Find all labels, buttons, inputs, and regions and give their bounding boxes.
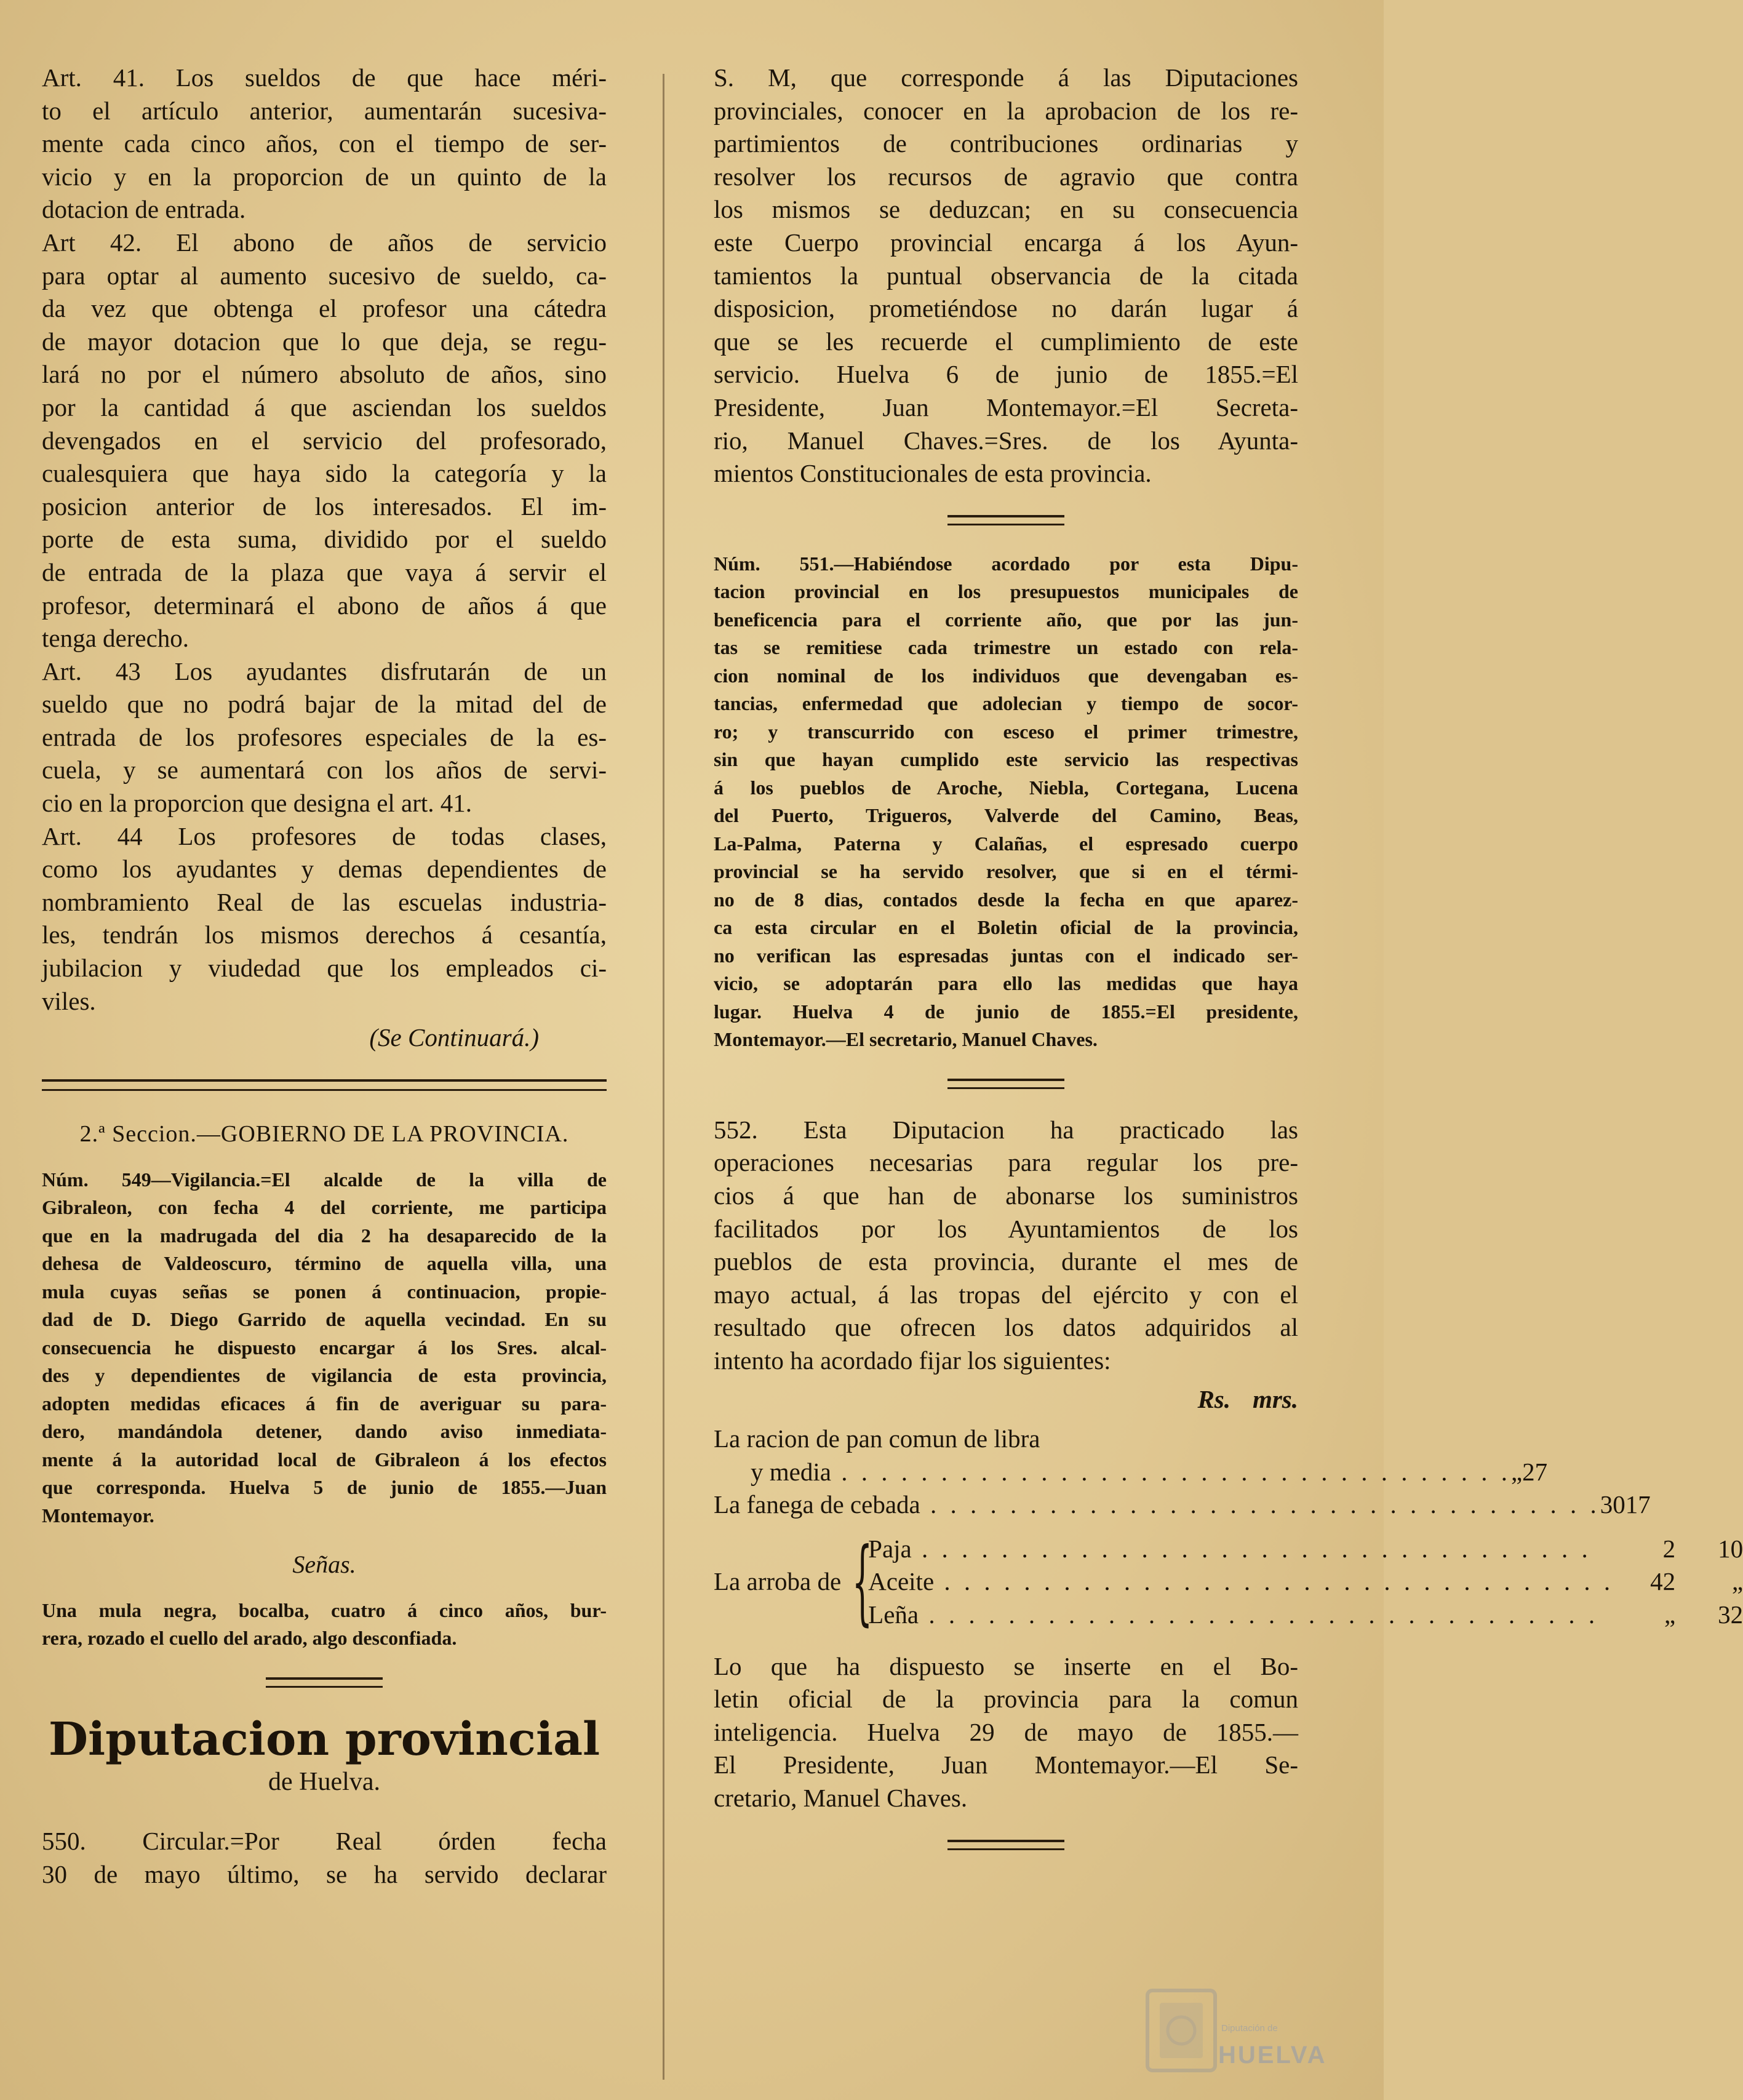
text-line: á los pueblos de Aroche, Niebla, Cortegana, Lucena bbox=[714, 776, 1298, 799]
text-line: cualesquiera que haya sido la categoría y la bbox=[42, 459, 607, 488]
text-line: sueldo que no podrá bajar de la mitad del de bbox=[42, 690, 607, 719]
text-line: mente á la autoridad local de Gibraleon á los efectos bbox=[42, 1448, 607, 1471]
text-line: La-Palma, Paterna y Calañas, el espresado cuerpo bbox=[714, 832, 1298, 855]
price-maravedis: 32 bbox=[1718, 1600, 1743, 1629]
text-line: Gibraleon, con fecha 4 del corriente, me participa bbox=[42, 1196, 607, 1219]
column-divider bbox=[663, 74, 664, 2080]
text-line: Presidente, Juan Montemayor.=El Secreta- bbox=[714, 393, 1298, 421]
text-line: del Puerto, Trigueros, Valverde del Camino, Beas, bbox=[714, 804, 1298, 827]
watermark-text: HUELVA bbox=[1218, 2042, 1327, 2069]
price-label: La racion de pan comun de libra bbox=[714, 1424, 1040, 1453]
text-line: S. M, que corresponde á las Diputaciones bbox=[714, 63, 1298, 92]
text-line: partimientos de contribuciones ordinarias y bbox=[714, 129, 1298, 158]
text-line: lugar. Huelva 4 de junio de 1855.=El presidente, bbox=[714, 1000, 1298, 1023]
price-row-paja bbox=[868, 1533, 1743, 1566]
text-line: to el artículo anterior, aumentarán sucesiva- bbox=[42, 96, 607, 125]
senas-heading: Señas. bbox=[292, 1551, 356, 1579]
text-line: entrada de los profesores especiales de la es- bbox=[42, 722, 607, 751]
price-reales: 2 bbox=[1662, 1534, 1676, 1563]
text-line: los mismos se deduzcan; en su consecuencia bbox=[714, 195, 1298, 224]
price-label: Leña . . . bbox=[868, 1599, 1614, 1632]
column-header-reales: Rs. bbox=[1197, 1385, 1230, 1414]
notice-552 bbox=[714, 1114, 1298, 1378]
price-group-label: La arroba de bbox=[714, 1567, 842, 1596]
text-line: da vez que obtenga el profesor una cátedra bbox=[42, 294, 607, 323]
text-line: Lo que ha dispuesto se inserte en el Bo- bbox=[714, 1651, 1298, 1680]
left-column bbox=[42, 62, 607, 1891]
notice-549 bbox=[42, 1166, 607, 1530]
text-line: jubilacion y viudedad que los empleados ci- bbox=[42, 954, 607, 983]
price-label: La fanega de cebada . . . bbox=[714, 1488, 1600, 1522]
price-group-rows bbox=[868, 1533, 1743, 1632]
text-line: des y dependientes de vigilancia de esta provincia, bbox=[42, 1364, 607, 1387]
text-line: adopten medidas eficaces á fin de averiguar su para- bbox=[42, 1392, 607, 1415]
text-line: pueblos de esta provincia, durante el mes de bbox=[714, 1247, 1298, 1276]
text-line: tamientos la puntual observancia de la citada bbox=[714, 261, 1298, 290]
text-line: Núm. 549—Vigilancia.=El alcalde de la villa de bbox=[42, 1168, 607, 1191]
text-line: para optar al aumento sucesivo de sueldo, ca- bbox=[42, 261, 607, 290]
price-row-lena bbox=[868, 1599, 1743, 1632]
text-line: tenga derecho. bbox=[42, 624, 189, 653]
price-table bbox=[714, 1383, 1743, 1636]
price-maravedis: 27 bbox=[1522, 1457, 1548, 1486]
text-line: mayo actual, á las tropas del ejército y con el bbox=[714, 1280, 1298, 1309]
text-line: mula cuyas señas se ponen á continuacion, propie- bbox=[42, 1280, 607, 1303]
text-line: disposicion, prometiéndose no darán lugar á bbox=[714, 294, 1298, 323]
text-line: 30 de mayo último, se ha servido declarar bbox=[42, 1859, 607, 1888]
text-line: letin oficial de la provincia para la comun bbox=[714, 1685, 1298, 1714]
text-line: operaciones necesarias para regular los pre- bbox=[714, 1148, 1298, 1177]
text-line: cretario, Manuel Chaves. bbox=[714, 1784, 968, 1812]
price-reales: 30 bbox=[1600, 1490, 1625, 1519]
article-43 bbox=[42, 655, 607, 820]
section-rule bbox=[266, 1677, 383, 1688]
text-line: beneficencia para el corriente año, que por las jun- bbox=[714, 608, 1298, 631]
article-44 bbox=[42, 820, 607, 1018]
text-line: servicio. Huelva 6 de junio de 1855.=El bbox=[714, 360, 1298, 389]
text-line: inteligencia. Huelva 29 de mayo de 1855.— bbox=[714, 1717, 1298, 1746]
price-group-arroba bbox=[714, 1528, 1743, 1636]
text-line: Núm. 551.—Habiéndose acordado por esta Dipu- bbox=[714, 552, 1298, 575]
text-line: porte de esta suma, dividido por el sueldo bbox=[42, 525, 607, 554]
section-rule bbox=[42, 1079, 607, 1091]
text-line: El Presidente, Juan Montemayor.—El Se- bbox=[714, 1751, 1298, 1779]
price-reales: „ bbox=[1664, 1600, 1676, 1629]
text-line: resolver los recursos de agravio que contra bbox=[714, 162, 1298, 191]
text-line: Una mula negra, bocalba, cuatro á cinco años, bur- bbox=[42, 1599, 607, 1621]
text-line: este Cuerpo provincial encarga á los Ayun- bbox=[714, 228, 1298, 257]
text-line: de entrada de la plaza que vaya á servir el bbox=[42, 557, 607, 586]
text-line: tacion provincial en los presupuestos municipales de bbox=[714, 580, 1298, 603]
text-line: provincial se ha servido resolver, que si en el térmi- bbox=[714, 860, 1298, 883]
price-row-racion-label bbox=[714, 1423, 1298, 1456]
diputacion-title: Diputacion provincial bbox=[48, 1712, 600, 1766]
senas-description bbox=[42, 1597, 607, 1653]
text-line: lará no por el número absoluto de años, sino bbox=[42, 360, 607, 389]
text-line: rio, Manuel Chaves.=Sres. de los Ayunta- bbox=[714, 426, 1298, 455]
price-label: y media . . . bbox=[714, 1456, 1511, 1489]
price-row-racion bbox=[714, 1456, 1548, 1489]
text-line: cuela, y se aumentará con los años de servi- bbox=[42, 756, 607, 785]
price-reales: „ bbox=[1510, 1457, 1523, 1486]
text-line: mientos Constitucionales de esta provincia. bbox=[714, 459, 1152, 488]
text-line: intento ha acordado fijar los siguientes: bbox=[714, 1346, 1111, 1375]
text-line: por la cantidad á que asciendan los sueldos bbox=[42, 393, 607, 421]
text-line: resultado que ofrecen los datos adquiridos al bbox=[714, 1313, 1298, 1342]
price-maravedis: „ bbox=[1731, 1567, 1743, 1596]
article-42 bbox=[42, 226, 607, 655]
text-line: Montemayor. bbox=[42, 1504, 154, 1527]
section-rule bbox=[947, 1840, 1064, 1850]
text-line: tas se remitiese cada trimestre un estado con rela- bbox=[714, 636, 1298, 659]
price-row-aceite bbox=[868, 1565, 1743, 1599]
closing-paragraph bbox=[714, 1650, 1298, 1815]
text-line: Art. 41. Los sueldos de que hace méri- bbox=[42, 63, 607, 92]
text-line: vicio y en la proporcion de un quinto de la bbox=[42, 162, 607, 191]
text-line: dehesa de Valdeoscuro, término de aquella villa, una bbox=[42, 1252, 607, 1275]
text-line: sin que hayan cumplido este servicio las respectivas bbox=[714, 748, 1298, 771]
price-row-fanega bbox=[714, 1488, 1651, 1522]
circular-550-continued bbox=[714, 62, 1298, 490]
price-label: Aceite . . . bbox=[868, 1565, 1614, 1599]
text-line: cion nominal de los individuos que devengaban es- bbox=[714, 664, 1298, 687]
text-line: dad de D. Diego Garrido de aquella vecindad. En su bbox=[42, 1308, 607, 1331]
circular-550-start bbox=[42, 1825, 607, 1891]
section-heading: 2.ª Seccion.—GOBIERNO DE LA PROVINCIA. bbox=[79, 1120, 569, 1147]
text-line: cio en la proporcion que designa el art. 41. bbox=[42, 789, 473, 818]
section-rule bbox=[947, 515, 1064, 525]
text-line: mente cada cinco años, con el tiempo de ser- bbox=[42, 129, 607, 158]
text-line: 552. Esta Diputacion ha practicado las bbox=[714, 1115, 1298, 1144]
price-reales: 42 bbox=[1650, 1567, 1676, 1596]
text-line: facilitados por los Ayuntamientos de los bbox=[714, 1214, 1298, 1243]
text-line: profesor, determinará el abono de años á que bbox=[42, 591, 607, 620]
price-maravedis: 17 bbox=[1625, 1490, 1651, 1519]
text-line: cios á que han de abonarse los suministros bbox=[714, 1181, 1298, 1210]
text-line: rera, rozado el cuello del arado, algo desconfiada. bbox=[42, 1627, 457, 1650]
text-line: vicio, se adoptarán para ello las medidas que haya bbox=[714, 972, 1298, 995]
text-line: nombramiento Real de las escuelas industria- bbox=[42, 887, 607, 916]
section-rule bbox=[947, 1079, 1064, 1089]
text-line: dero, mandándola detener, dando aviso inmediata- bbox=[42, 1420, 607, 1443]
text-line: 550. Circular.=Por Real órden fecha bbox=[42, 1826, 607, 1855]
text-line: no verifican las espresadas juntas con el indicado ser- bbox=[714, 944, 1298, 967]
price-table-header bbox=[714, 1383, 1298, 1416]
text-line: Art. 44 Los profesores de todas clases, bbox=[42, 821, 607, 850]
text-line: devengados en el servicio del profesorado, bbox=[42, 426, 607, 455]
text-line: Art 42. El abono de años de servicio bbox=[42, 228, 607, 257]
text-line: que se les recuerde el cumplimiento de este bbox=[714, 327, 1298, 356]
text-line: no de 8 dias, contados desde la fecha en que aparez- bbox=[714, 888, 1298, 911]
price-label: Paja . . . bbox=[868, 1533, 1614, 1566]
text-line: dotacion de entrada. bbox=[42, 195, 246, 224]
notice-551 bbox=[714, 550, 1298, 1054]
text-line: Montemayor.—El secretario, Manuel Chaves. bbox=[714, 1028, 1098, 1051]
text-line: provinciales, conocer en la aprobacion de los re- bbox=[714, 96, 1298, 125]
text-line: posicion anterior de los interesados. El im- bbox=[42, 492, 607, 521]
text-line: les, tendrán los mismos derechos á cesantía, bbox=[42, 920, 607, 949]
watermark-caption: Diputación de bbox=[1221, 2023, 1278, 2034]
brace-icon: { bbox=[852, 1528, 873, 1636]
text-line: ro; y transcurrido con esceso el primer trimestre, bbox=[714, 720, 1298, 743]
text-line: Art. 43 Los ayudantes disfrutarán de un bbox=[42, 657, 607, 685]
column-header-maravedis: mrs. bbox=[1252, 1385, 1298, 1414]
price-maravedis: 10 bbox=[1718, 1534, 1743, 1563]
article-41 bbox=[42, 62, 607, 226]
diputacion-subtitle: de Huelva. bbox=[268, 1767, 380, 1796]
text-line: viles. bbox=[42, 986, 96, 1015]
text-line: tancias, enfermedad que adolecian y tiempo de socor- bbox=[714, 692, 1298, 715]
text-line: consecuencia he dispuesto encargar á los Sres. alcal- bbox=[42, 1336, 607, 1359]
continuation-note: (Se Continuará.) bbox=[369, 1023, 539, 1052]
text-line: de mayor dotacion que lo que deja, se regu- bbox=[42, 327, 607, 356]
text-line: como los ayudantes y demas dependientes de bbox=[42, 855, 607, 884]
text-line: que corresponda. Huelva 5 de junio de 1855.—Juan bbox=[42, 1476, 607, 1499]
text-line: que en la madrugada del dia 2 ha desaparecido de la bbox=[42, 1224, 607, 1247]
text-line: ca esta circular en el Boletin oficial de la provincia, bbox=[714, 916, 1298, 939]
right-column bbox=[714, 62, 1743, 1875]
